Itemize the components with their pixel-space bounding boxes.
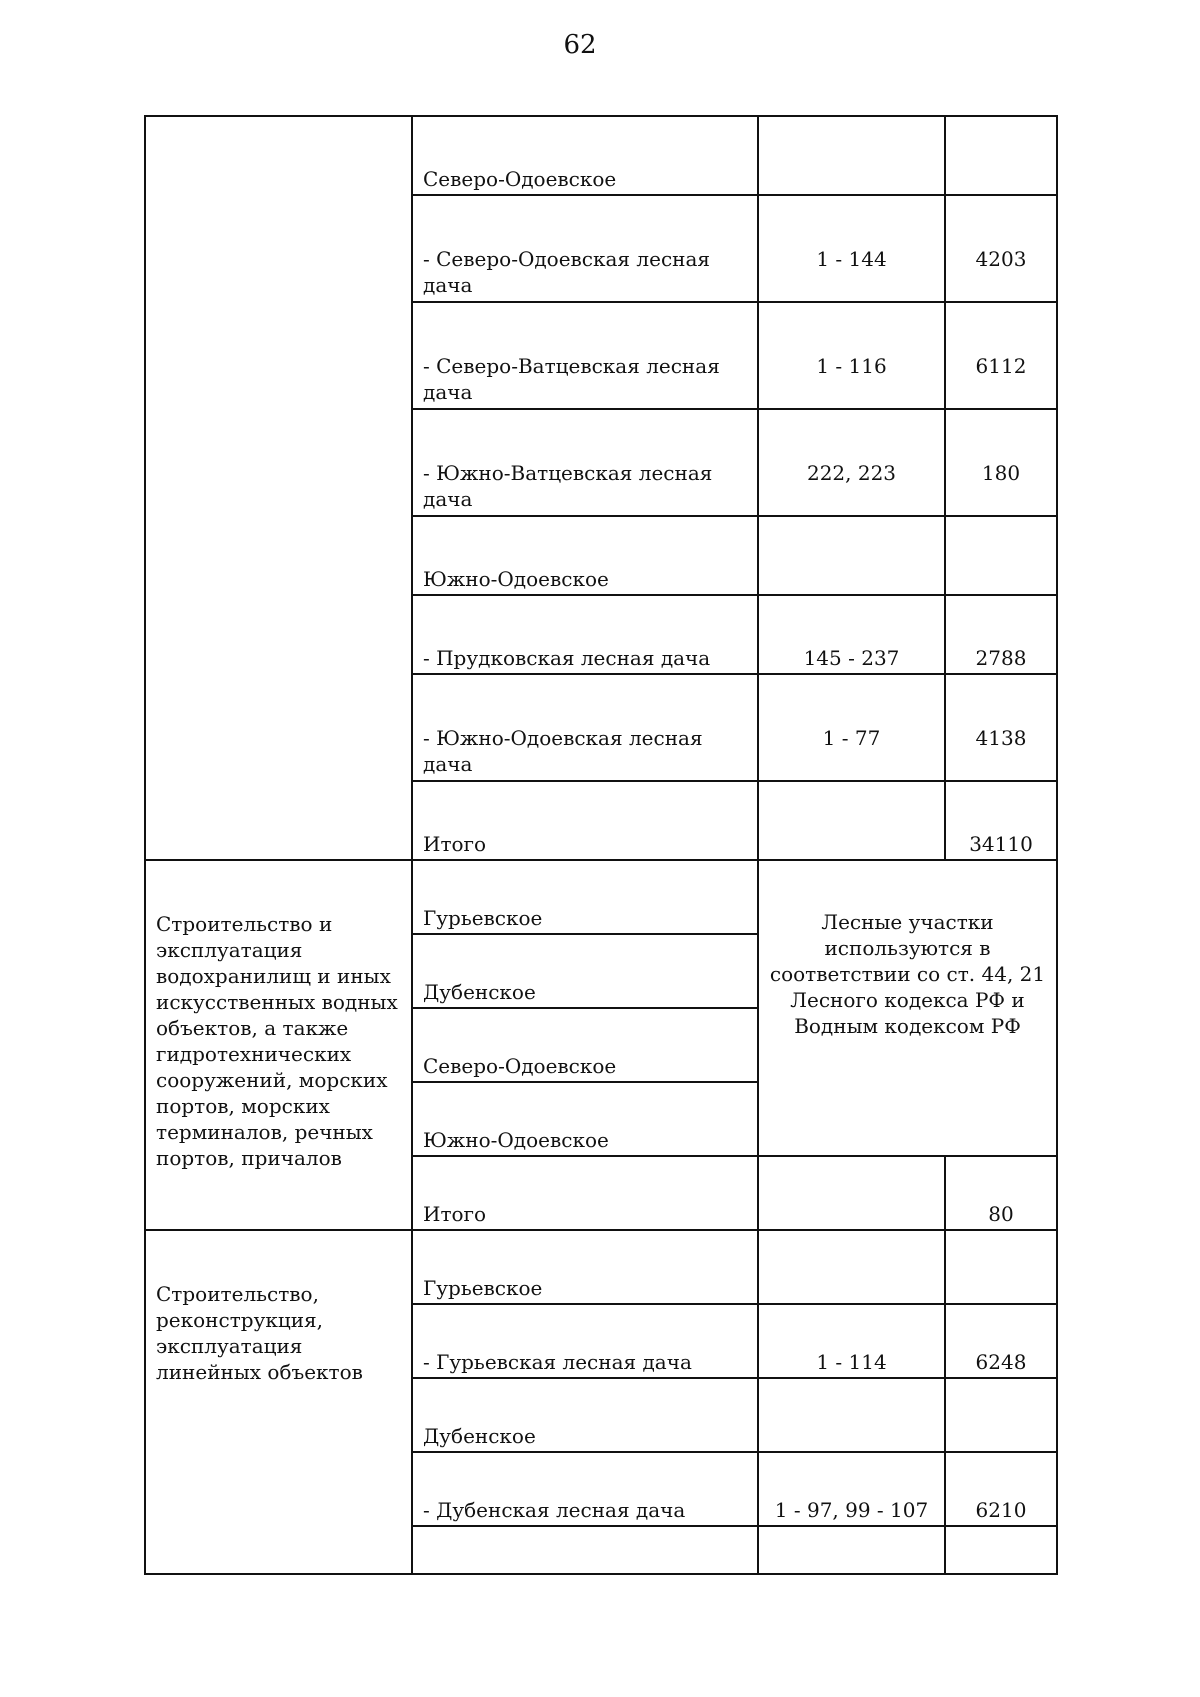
- area-cell: 180: [945, 409, 1057, 516]
- area-cell: 6210: [945, 1452, 1057, 1526]
- category-cell-empty: [145, 116, 412, 860]
- forest-dacha-name: - Южно-Одоевская лесная дача: [412, 674, 758, 781]
- forest-dacha-name: - Северо-Ватцевская лесная дача: [412, 302, 758, 409]
- table-row: [145, 1230, 1057, 1304]
- area-cell: [945, 516, 1057, 595]
- forest-dacha-name: - Прудковская лесная дача: [412, 595, 758, 674]
- total-label: Итого: [412, 781, 758, 860]
- forest-use-table: [144, 115, 1058, 1575]
- quarters-cell: [758, 781, 945, 860]
- area-cell: 6248: [945, 1304, 1057, 1378]
- empty-cell: [412, 1526, 758, 1574]
- district-name: Северо-Одоевское: [412, 1008, 758, 1082]
- quarters-cell: 145 - 237: [758, 595, 945, 674]
- quarters-cell: [758, 1526, 945, 1574]
- area-cell: [945, 116, 1057, 195]
- area-cell: [945, 1378, 1057, 1452]
- forest-dacha-name: - Гурьевская лесная дача: [412, 1304, 758, 1378]
- quarters-cell: 1 - 77: [758, 674, 945, 781]
- quarters-cell: 222, 223: [758, 409, 945, 516]
- district-name: Гурьевское: [412, 1230, 758, 1304]
- quarters-cell: 1 - 114: [758, 1304, 945, 1378]
- quarters-cell: [758, 116, 945, 195]
- category-cell: Строительство, реконструкция, эксплуатация линейных объектов: [145, 1230, 412, 1574]
- total-area: 80: [945, 1156, 1057, 1230]
- total-label: Итого: [412, 1156, 758, 1230]
- quarters-cell: [758, 1378, 945, 1452]
- forest-dacha-name: - Южно-Ватцевская лесная дача: [412, 409, 758, 516]
- table-row: [145, 116, 1057, 195]
- quarters-cell: [758, 516, 945, 595]
- district-name: Дубенское: [412, 1378, 758, 1452]
- area-cell: [945, 1526, 1057, 1574]
- area-cell: 6112: [945, 302, 1057, 409]
- quarters-cell: [758, 1156, 945, 1230]
- district-name: Северо-Одоевское: [412, 116, 758, 195]
- forest-dacha-name: - Северо-Одоевская лесная дача: [412, 195, 758, 302]
- area-cell: [945, 1230, 1057, 1304]
- forest-dacha-name: - Дубенская лесная дача: [412, 1452, 758, 1526]
- district-name: Южно-Одоевское: [412, 516, 758, 595]
- page-number: 62: [563, 30, 597, 60]
- district-name: Южно-Одоевское: [412, 1082, 758, 1156]
- area-cell: 4138: [945, 674, 1057, 781]
- usage-note: Лесные участки используются в соответствии со ст. 44, 21 Лесного кодекса РФ и Водным кодексом РФ: [758, 860, 1057, 1156]
- area-cell: 4203: [945, 195, 1057, 302]
- quarters-cell: 1 - 144: [758, 195, 945, 302]
- quarters-cell: 1 - 116: [758, 302, 945, 409]
- quarters-cell: [758, 1230, 945, 1304]
- area-cell: 2788: [945, 595, 1057, 674]
- category-cell: Строительство и эксплуатация водохранилищ и иных искусственных водных объектов, а также гидротехнических сооружений, морских портов, морских терминалов, речных портов, причалов: [145, 860, 412, 1230]
- table-row: [145, 860, 1057, 934]
- quarters-cell: 1 - 97, 99 - 107: [758, 1452, 945, 1526]
- district-name: Дубенское: [412, 934, 758, 1008]
- district-name: Гурьевское: [412, 860, 758, 934]
- total-area: 34110: [945, 781, 1057, 860]
